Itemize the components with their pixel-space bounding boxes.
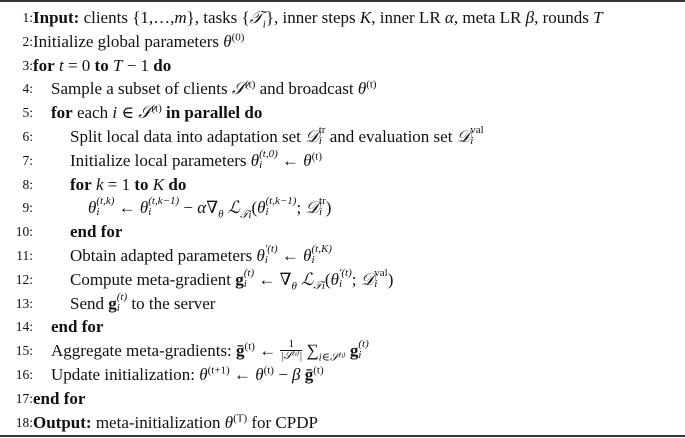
bottom-rule — [0, 435, 685, 437]
line-number: 2: — [22, 33, 33, 49]
line-number: 15: — [15, 343, 33, 359]
line-number: 13: — [15, 295, 33, 311]
algorithm-block — [0, 6, 685, 434]
line-number: 17: — [15, 390, 33, 406]
algorithm-line-3: 3: for t = 0 to T − 1 do — [0, 54, 685, 78]
line-number: 14: — [15, 319, 33, 335]
line-number: 10: — [15, 224, 33, 240]
line-number: 16: — [15, 366, 33, 382]
algorithm-line-14: 14: end for — [0, 315, 685, 339]
algorithm-line-12: 12: Compute meta-gradient g (t) i ← $\nabla_\theta$ ℒ$_{𝒯i}$(θ ′(t) i ; 𝒟 val i ) — [0, 268, 685, 292]
fraction: $\frac{1}{\text{|𝒮⁽ᵗ⁾|}}$ — [280, 337, 303, 362]
line-number: 5: — [22, 105, 33, 121]
line-number: 8: — [22, 176, 33, 192]
line-number: 6: — [22, 128, 33, 144]
line-number: 1: — [22, 10, 33, 25]
algorithm-line-17: 17: end for — [0, 387, 685, 411]
line-number: 12: — [15, 271, 33, 287]
algorithm-line-9: 9: θ (t,k) i ← θ (t,k−1) i − $\alpha\nabla_\theta$ ℒ$_{𝒯i}$(θ (t,k−1) i ; 𝒟 tr i ) — [0, 196, 685, 220]
algorithm-line-6: 6: Split local data into adaptation set 𝒟 tr i and evaluation set 𝒟 val i — [0, 125, 685, 149]
top-rule — [0, 0, 685, 2]
algorithm-line-11: 11: Obtain adapted parameters θ ′(t) i ← θ (t,K) i — [0, 244, 685, 268]
algorithm-line-2: 2: Initialize global parameters $\theta^{(0)}$ — [0, 30, 685, 54]
output-keyword: Output: — [33, 412, 92, 432]
algorithm-line-15: 15: Aggregate meta-gradients: ḡ$^{(t)}$ ← $\frac{1}{\text{|𝒮⁽ᵗ⁾|}}$ $\sum_{i\in 𝒮^(ᵗ^)}$ g (t) i — [0, 339, 685, 363]
line-number: 3: — [22, 57, 33, 73]
input-keyword: Input: — [33, 8, 80, 27]
algorithm-line-10: 10: end for — [0, 220, 685, 244]
algorithm-line-8: 8: for k = 1 to K do — [0, 173, 685, 197]
algorithm-line-4: 4: Sample a subset of clients 𝒮$^{(t)}$ and broadcast $\theta^{(t)}$ — [0, 77, 685, 101]
line-number: 9: — [22, 200, 33, 216]
algorithm-line-13: 13: Send g (t) i to the server — [0, 292, 685, 316]
algorithm-line-18: 18: Output: meta-initialization $\theta^{(T)}$ for CPDP — [0, 411, 685, 435]
algorithm-line-16: 16: Update initialization: $\theta^{(t+1)}$ ← $\theta^{(t)} - \beta$ ḡ$^{(t)}$ — [0, 363, 685, 387]
line-number: 18: — [15, 414, 33, 430]
algorithm-line-1: 1: Input: clients {1,…,m}, tasks {𝒯$_i$}, inner steps K, inner LR α, meta LR β, rounds T — [0, 6, 685, 30]
algorithm-line-5: 5: for each i ∈ 𝒮$^{(t)}$ in parallel do — [0, 101, 685, 125]
algorithm-line-7: 7: Initialize local parameters θ (t,0) i ← $\theta^{(t)}$ — [0, 149, 685, 173]
line-number: 7: — [22, 152, 33, 168]
line-number: 4: — [22, 81, 33, 97]
line-number: 11: — [16, 247, 33, 263]
